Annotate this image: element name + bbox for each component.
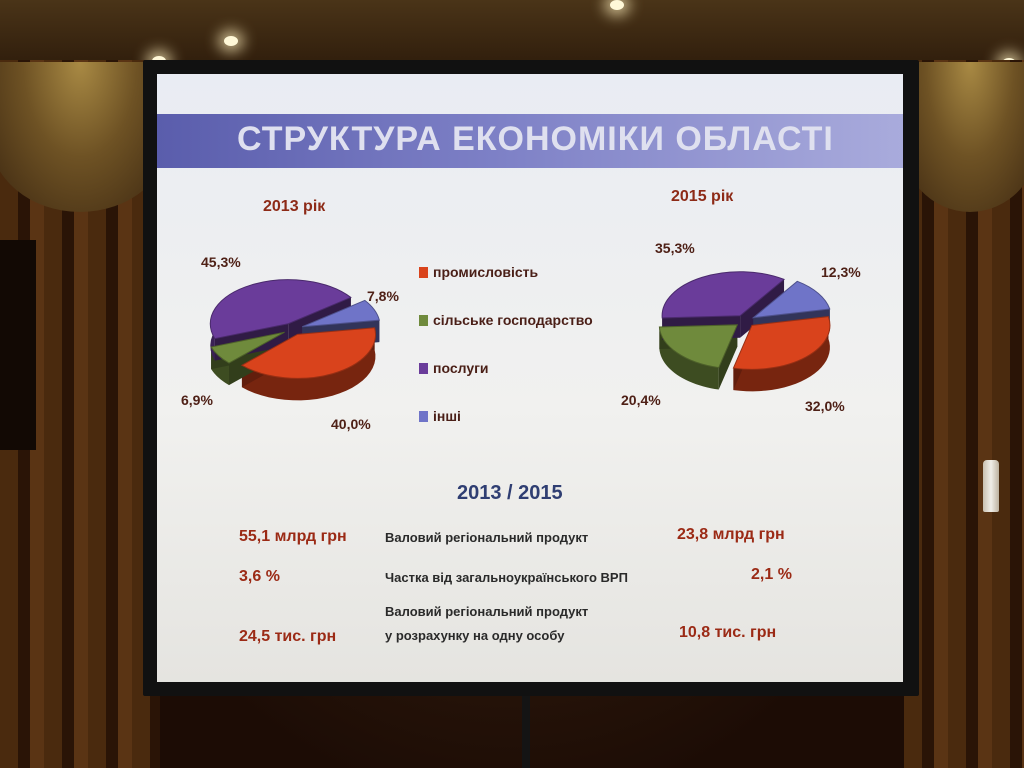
legend-label: промисловість xyxy=(433,264,539,280)
chart-title-2013: 2013 рік xyxy=(263,198,326,215)
gdp-2015: 23,8 млрд грн xyxy=(677,526,785,543)
ceiling-lamp xyxy=(610,0,624,10)
chart-title-2015: 2015 рік xyxy=(671,188,734,205)
pie-chart-2013 xyxy=(193,254,393,424)
gdp-2013: 55,1 млрд грн xyxy=(239,528,347,545)
label-2013-other: 7,8% xyxy=(367,288,399,304)
share-label: Частка від загальноукраїнського ВРП xyxy=(385,570,628,585)
share-2013: 3,6 % xyxy=(239,568,280,585)
label-2015-other: 12,3% xyxy=(821,264,861,280)
comparison-heading: 2013 / 2015 xyxy=(457,482,563,504)
label-2013-services: 45,3% xyxy=(201,254,241,270)
gdp-per-capita-2015: 10,8 тис. грн xyxy=(679,624,777,641)
legend-item xyxy=(419,312,593,360)
label-2015-services: 35,3% xyxy=(655,240,695,256)
legend-label: послуги xyxy=(433,360,489,376)
legend-item xyxy=(419,360,593,408)
legend-swatch-agriculture xyxy=(419,315,428,326)
legend-label: сільське господарство xyxy=(433,312,593,328)
legend-item xyxy=(419,264,593,312)
legend-swatch-other xyxy=(419,411,428,422)
gdp-per-capita-2013: 24,5 тис. грн xyxy=(239,628,337,645)
pie-chart-2015 xyxy=(645,246,845,416)
chart-legend xyxy=(419,264,593,456)
share-2015: 2,1 % xyxy=(751,566,792,583)
ceiling-lamp xyxy=(224,36,238,46)
label-2015-agriculture: 20,4% xyxy=(621,392,661,408)
presentation-slide xyxy=(157,74,903,682)
legend-swatch-services xyxy=(419,363,428,374)
gdp-per-capita-label-line1: Валовий регіональний продукт xyxy=(385,604,589,619)
slide-title: СТРУКТУРА ЕКОНОМІКИ ОБЛАСТІ xyxy=(237,120,834,158)
speaker xyxy=(0,240,36,450)
legend-item xyxy=(419,408,593,456)
label-2013-industry: 40,0% xyxy=(331,416,371,432)
gdp-label: Валовий регіональний продукт xyxy=(385,530,589,545)
legend-label: інші xyxy=(433,408,461,424)
label-2013-agriculture: 6,9% xyxy=(181,392,213,408)
screen-stand xyxy=(522,696,530,768)
label-2015-industry: 32,0% xyxy=(805,398,845,414)
water-bottle xyxy=(983,460,999,512)
gdp-per-capita-label-line2: у розрахунку на одну особу xyxy=(385,628,565,643)
legend-swatch-industry xyxy=(419,267,428,278)
